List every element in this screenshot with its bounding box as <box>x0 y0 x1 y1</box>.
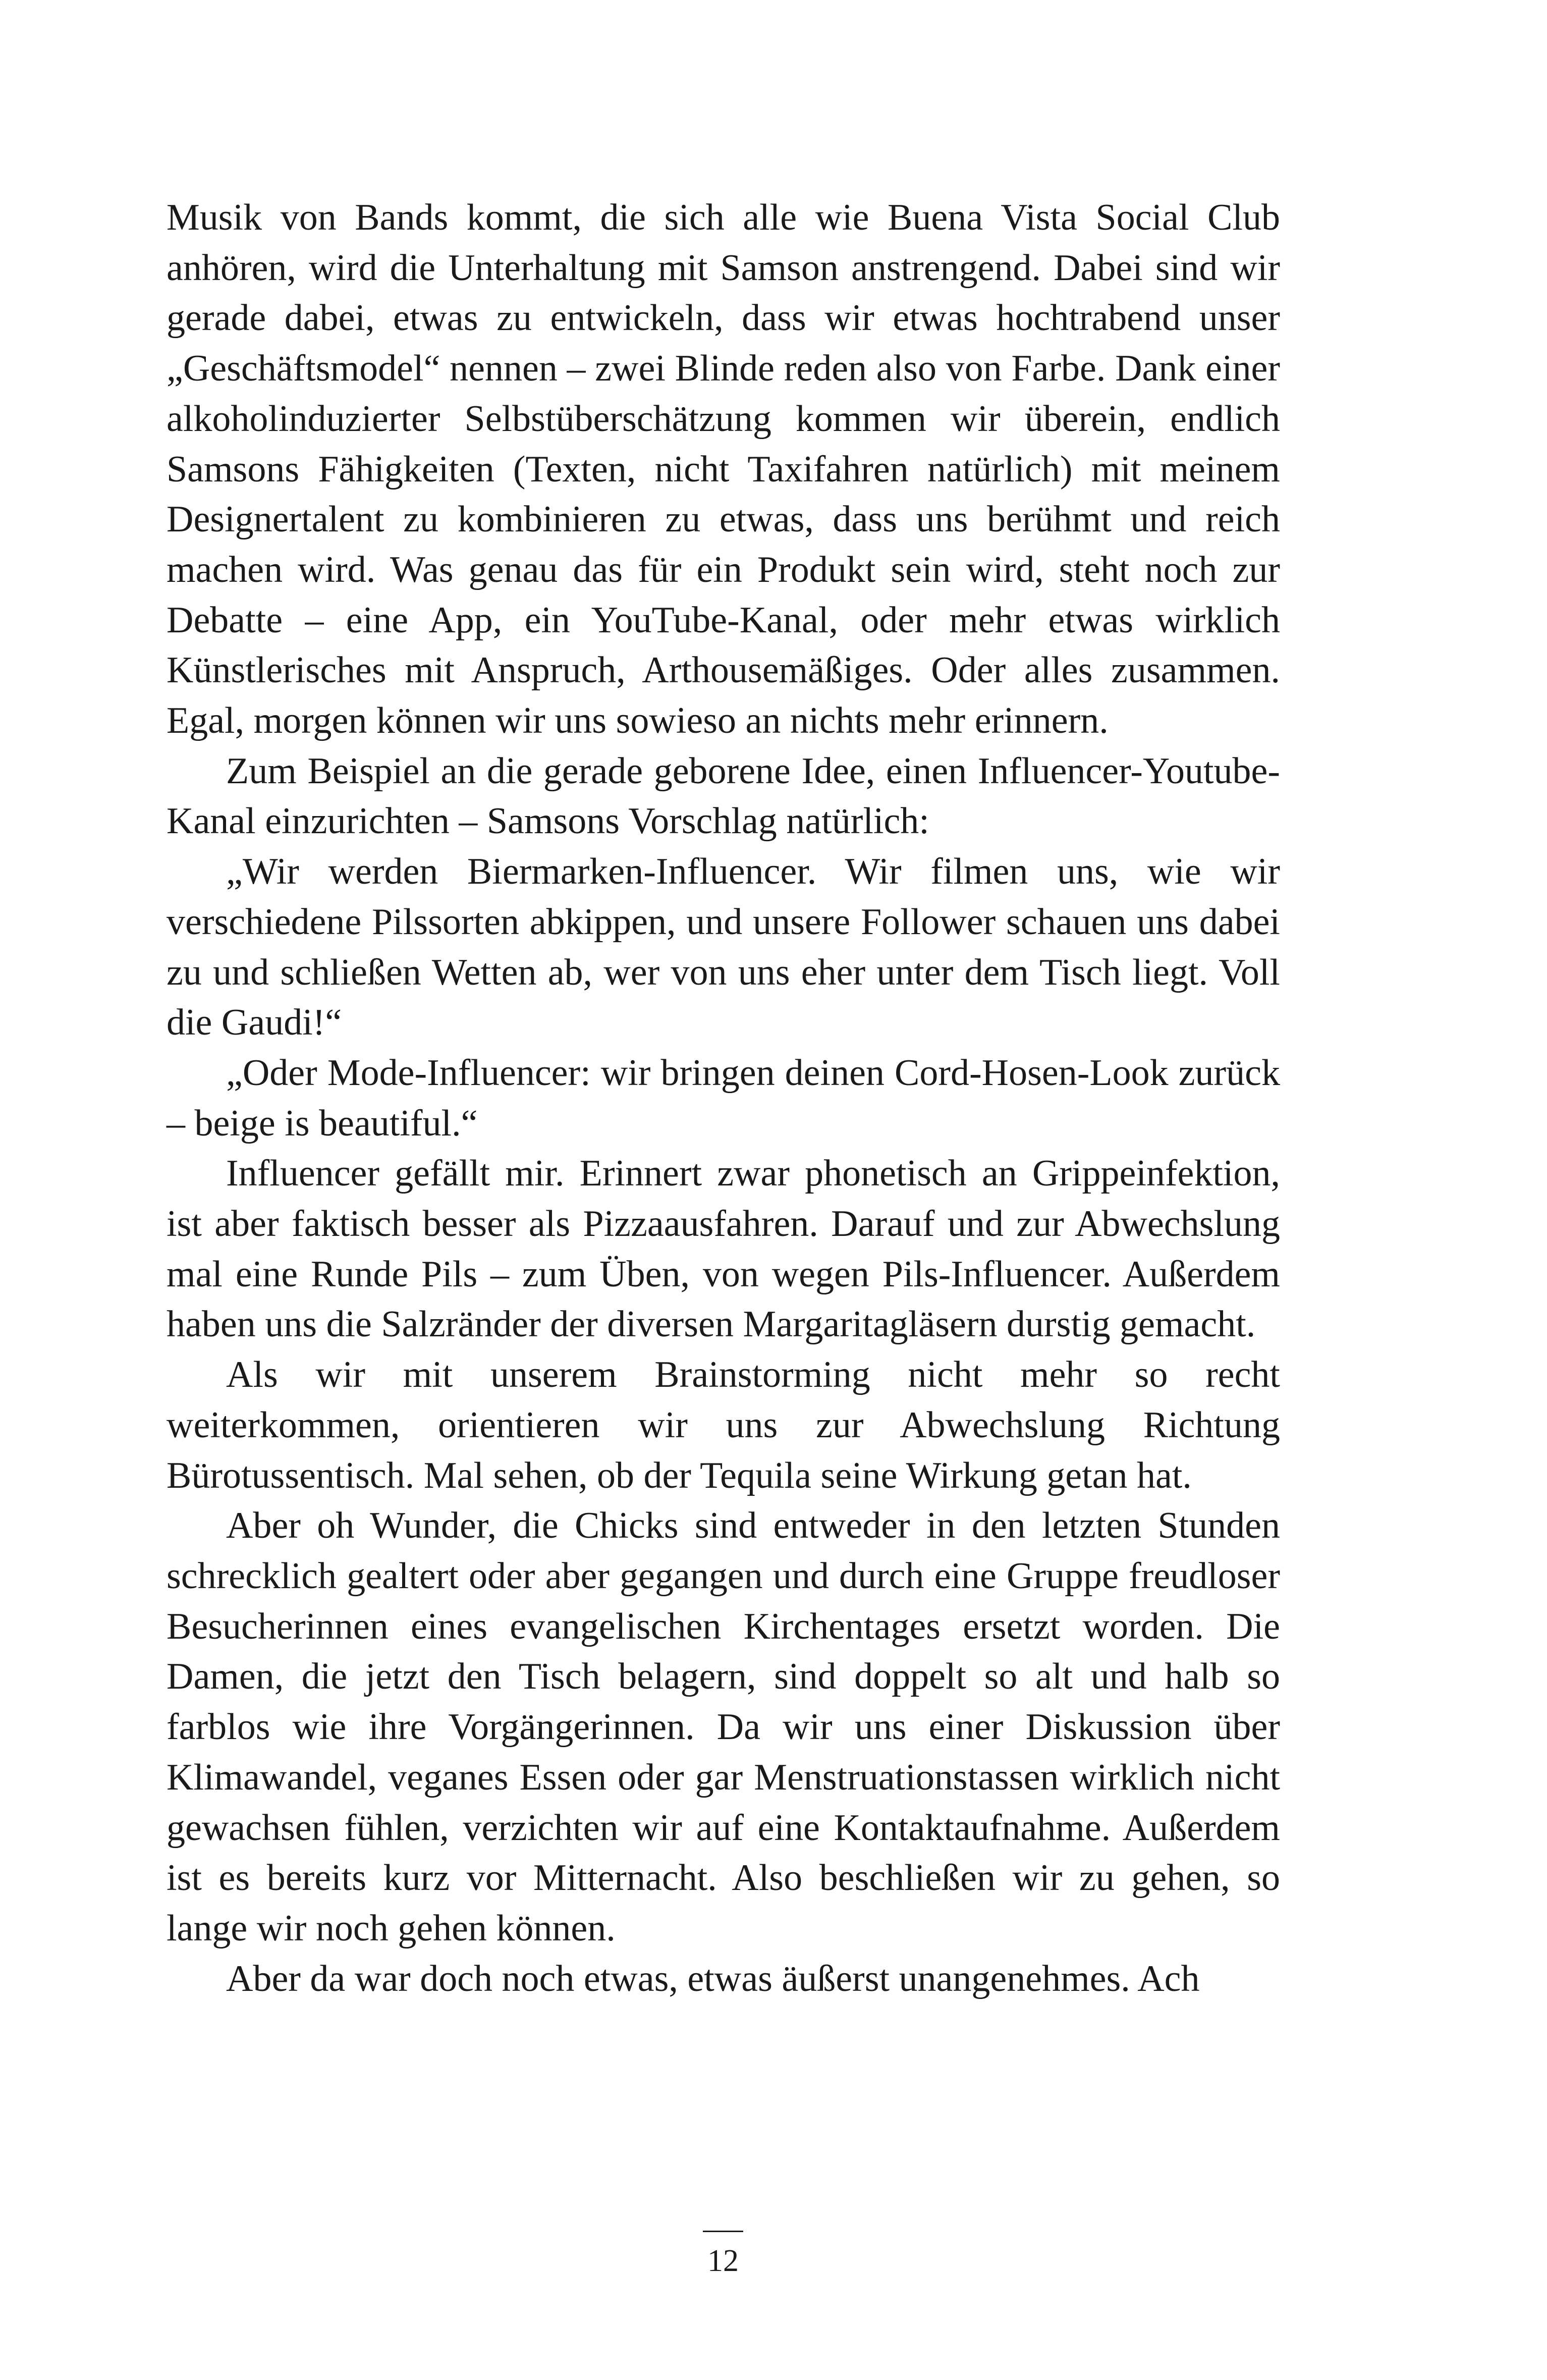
paragraph-8: Aber da war doch noch etwas, etwas äußerst unangenehmes. Ach <box>226 1958 1200 1999</box>
page-number-rule <box>703 2231 743 2232</box>
body-text <box>167 193 1280 2004</box>
paragraph-2: Zum Beispiel an die gerade geborene Idee, einen Influencer-Youtube-Kanal einzurichten – Samsons Vorschlag natürlich: <box>167 750 1280 842</box>
page-number: 12 <box>707 2244 739 2278</box>
paragraph-7: Aber oh Wunder, die Chicks sind entweder in den letzten Stunden schrecklich gealtert oder aber gegangen und durch eine Gruppe freudloser Besucherinnen eines evangelischen Kirchentages ersetzt worden. Die Damen, die jetzt den Tisch belagern, sind doppelt so alt und halb so farblos wie ihre Vorgängerinnen. Da wir uns einer Diskussion über Klimawandel, veganes Essen oder gar Menstruationstassen wirklich nicht gewachsen fühlen, verzichten wir auf eine Kontaktaufnahme. Außerdem ist es bereits kurz vor Mitternacht. Also beschließen wir zu gehen, so lange wir noch gehen können. <box>167 1505 1280 1949</box>
paragraph-3: „Wir werden Biermarken-Influencer. Wir filmen uns, wie wir verschiedene Pilssorten abkippen, und unsere Follower schauen uns dabei zu und schließen Wetten ab, wer von uns eher unter dem Tisch liegt. Voll die Gaudi!“ <box>167 851 1280 1044</box>
paragraph-5: Influencer gefällt mir. Erinnert zwar phonetisch an Grippeinfektion, ist aber faktisch besser als Pizzaausfahren. Darauf und zur Abwechslung mal eine Runde Pils – zum Üben, von wegen Pils-Influencer. Außerdem haben uns die Salzränder der diversen Margaritagläsern durstig gemacht. <box>167 1153 1280 1345</box>
paragraph-1: Musik von Bands kommt, die sich alle wie Buena Vista Social Club anhören, wird die Unterhaltung mit Samson anstrengend. Dabei sind wir gerade dabei, etwas zu entwickeln, dass wir etwas hochtrabend unser „Geschäftsmodel“ nennen – zwei Blinde reden also von Farbe. Dank einer alkoholinduzierter Selbstüberschätzung kommen wir überein, endlich Samsons Fähigkeiten (Texten, nicht Taxifahren natürlich) mit meinem Designertalent zu kombinieren zu etwas, dass uns berühmt und reich machen wird. Was genau das für ein Produkt sein wird, steht noch zur Debatte – eine App, ein YouTube-Kanal, oder mehr etwas wirklich Künstlerisches mit Anspruch, Arthousemäßiges. Oder alles zusammen. Egal, morgen können wir uns sowieso an nichts mehr erinnern. <box>167 197 1280 742</box>
paragraph-4: „Oder Mode-Influencer: wir bringen deinen Cord-Hosen-Look zurück – beige is beautiful.“ <box>167 1052 1280 1144</box>
paragraph-6: Als wir mit unserem Brainstorming nicht mehr so recht weiterkommen, orientieren wir uns zur Abwechslung Richtung Bürotussentisch. Mal sehen, ob der Tequila seine Wirkung getan hat. <box>167 1354 1280 1496</box>
